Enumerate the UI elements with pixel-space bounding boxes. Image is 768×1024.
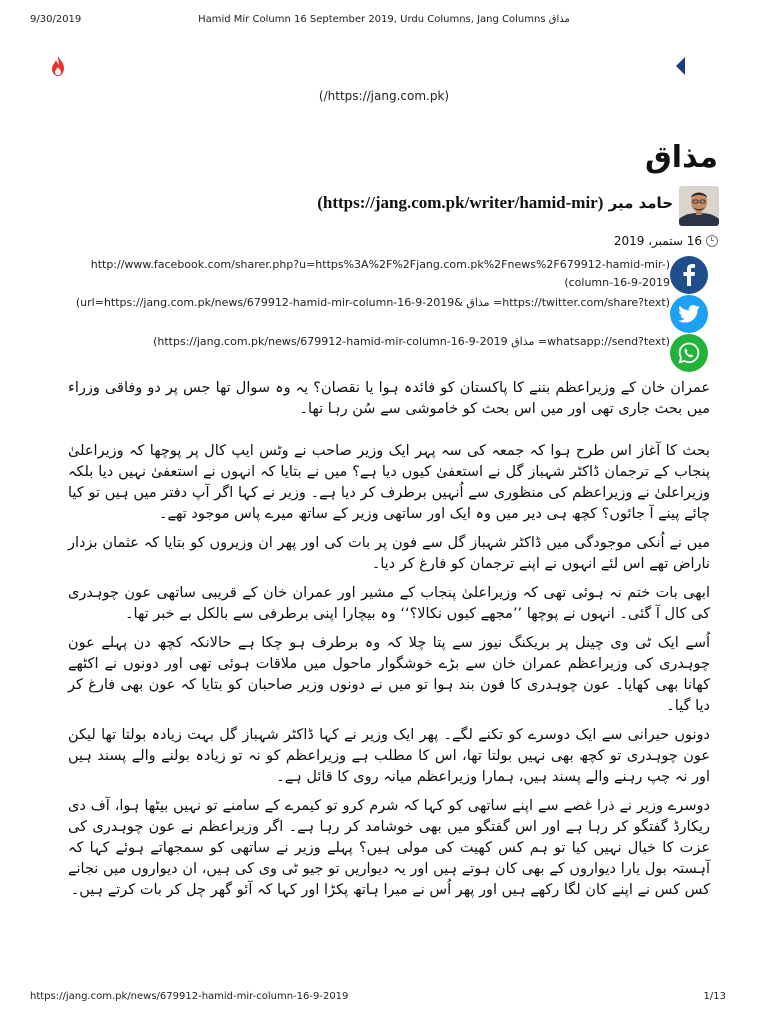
back-arrow-icon[interactable] — [676, 57, 685, 75]
article-body — [68, 378, 710, 901]
paragraph: بحث کا آغاز اس طرح ہوا کہ جمعہ کی سہ پہر ایک وزیر صاحب نے وٹس ایپ کال پر پوچھا کہ وزیراعلیٰ پنجاب کے ترجمان ڈاکٹر شہباز گل نے استعفیٰ کیوں دیا ہے؟ میں نے بتایا کہ انہوں نے استعفیٰ نہیں دیا بلکہ وزیراعلیٰ نے وزیراعظم کی منظوری سے اُنہیں برطرف کر دیا ہے۔ وزیر نے کہا اگر آپ دفتر میں ہیں تو کیا چائے پینے آ جائوں؟ کچھ ہی دیر میں وہ ایک اور ساتھی وزیر کے ساتھ میرے پاس موجود تھے۔ — [68, 443, 710, 522]
paragraph: میں نے اُنکی موجودگی میں ڈاکٹر شہباز گل سے فون پر بات کی اور پھر ان وزیروں کو بتایا کہ عثمان بزدار ناراض تھے اس لئے انہوں نے اپنے ترجمان کو فارغ کر دیا۔ — [68, 535, 710, 572]
article-date — [614, 234, 718, 248]
whatsapp-share-link[interactable]: (https://jang.com.pk/news/679912-hamid-mir-column-16-9-2019 مذاق =whatsapp://send?text) — [153, 335, 670, 348]
whatsapp-icon — [677, 341, 701, 365]
twitter-icon — [678, 305, 700, 323]
clock-icon — [706, 235, 718, 247]
paragraph: دوسرے وزیر نے ذرا غصے سے اپنے ساتھی کو کہا کہ شرم کرو تو کیمرے کے سامنے تو نہیں بیٹھا ہوا، آف دی ریکارڈ گفتگو کر رہا ہے اور اس گفتگو میں بھی خوشامد کر رہا ہے۔ اگر وزیراعظم نے عون چوہدری کی عزت کا خیال نہیں کیا تو ہم کس کھیت کی مولی ہیں؟ پہلے وزیر نے ساتھی کو سمجھاتے ہوئے کہا کہ آہستہ بول یارا دیواروں کے بھی کان ہوتے ہیں اور یہ دیواریں تو جیو ٹی وی کی ہیں، ان دیواروں میں نجانے کس کس نے اپنے کان لگا رکھے ہیں اور پھر اُس نے میرا ہاتھ پکڑا اور کہا کہ آئو گھر چل کر بات کرتے ہیں۔ — [68, 798, 710, 898]
facebook-icon — [682, 264, 696, 286]
print-page-title: Hamid Mir Column 16 September 2019, Urdu Columns, Jang Columns مذاق — [198, 14, 570, 25]
home-link[interactable]: (/https://jang.com.pk) — [318, 89, 450, 103]
twitter-share-button[interactable] — [670, 295, 708, 333]
paragraph: ابھی بات ختم نہ ہوئی تھی کہ وزیراعلیٰ پنجاب کے مشیر اور عمران خان کے قریبی ساتھی عون چوہدری کی کال آ گئی۔ انہوں نے پوچھا ’’مجھے کیوں نکالا؟‘‘ وہ بیچارا اپنی برطرفی سے بالکل بے خبر تھا۔ — [68, 585, 710, 622]
twitter-share-link[interactable]: (url=https://jang.com.pk/news/679912-hamid-mir-column-16-9-2019& مذاق =https://twitter.com/share?text) — [75, 296, 670, 309]
article-title: مذاق — [644, 140, 718, 175]
whatsapp-share-button[interactable] — [670, 334, 708, 372]
paragraph: دونوں حیرانی سے ایک دوسرے کو تکنے لگے۔ پھر ایک وزیر نے کہا ڈاکٹر شہباز گل بہت زیادہ بولتا تھا لیکن عون چوہدری تو کچھ بھی نہیں بولتا تھا، اس کا مطلب ہے وزیراعظم کو نہ تو زیادہ بولنے والے پسند ہیں اور نہ چپ رہنے والے پسند ہیں، ہمارا وزیراعظم میانہ روی کا قائل ہے۔ — [68, 727, 710, 785]
author-avatar[interactable] — [679, 186, 719, 226]
facebook-share-link[interactable]: http://www.facebook.com/sharer.php?u=https%3A%2F%2Fjang.com.pk%2Fnews%2F679912-hamid-mir-) — [90, 258, 670, 271]
facebook-share-link-cont[interactable]: (column-16-9-2019 — [564, 276, 670, 289]
author-name[interactable]: حامد میر — [608, 194, 673, 212]
print-date: 9/30/2019 — [30, 14, 82, 25]
facebook-share-button[interactable] — [670, 256, 708, 294]
author-line — [317, 193, 673, 213]
paragraph: عمران خان کے وزیراعظم بننے کا پاکستان کو فائدہ ہوا یا نقصان؟ یہ وہ سوال تھا جس پر دو وفاقی وزراء میں بحث جاری تھی اور میں اس بحث کو خاموشی سے سُن رہا تھا۔ — [68, 380, 710, 417]
print-url: https://jang.com.pk/news/679912-hamid-mir-column-16-9-2019 — [30, 991, 349, 1002]
print-page-number: 1/13 — [703, 991, 726, 1002]
author-url[interactable]: (https://jang.com.pk/writer/hamid-mir) — [317, 193, 604, 212]
paragraph: اُسے ایک ٹی وی چینل پر بریکنگ نیوز سے پتا چلا کہ وہ برطرف ہو چکا ہے حالانکہ کچھ دن پہلے عون چوہدری کی وزیراعظم عمران خان سے بڑے خوشگوار ماحول میں ملاقات ہوئی تھی اور دونوں نے اکٹھے کھانا بھی کھایا۔ عون چوہدری کا فون بند ہوا تو میں نے دونوں وزیر صاحبان کو بتایا کہ عون بھی فارغ کر دیا گیا۔ — [68, 635, 710, 714]
flame-icon[interactable] — [50, 55, 66, 77]
article-date-text: 16 ستمبر، 2019 — [613, 234, 702, 248]
